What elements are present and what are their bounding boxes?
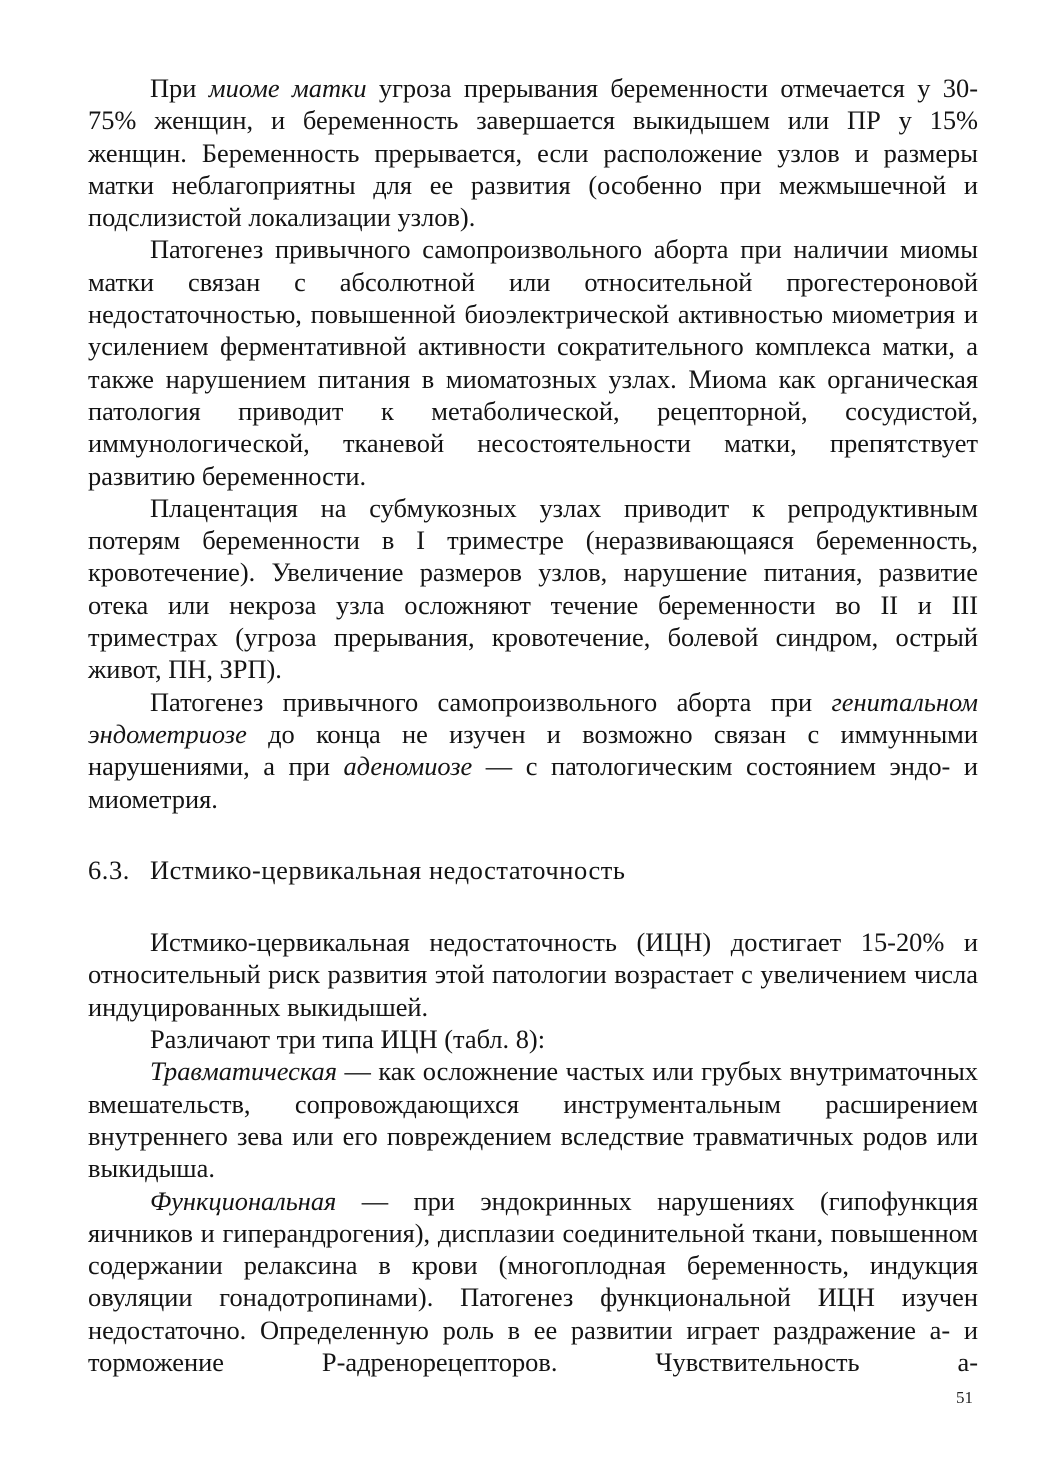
italic-term: Травматическая [150,1056,337,1087]
text-run: — как осложнение частых или грубых внутриматочных вмешательств, сопровождающихся инструментальным расширением внутреннего зева или его повреждением вследствие травматичных родов или выкидыша. [88,1056,978,1184]
text-run: до конца не изучен и возможно связан с иммунными нарушениями, а при [88,718,978,782]
text-run: угроза прерывания беременности отмечается у 30-75% женщин, и беременность завершается выкидышем или ПР у 15% женщин. Беременность прерывается, если расположение узлов и размеры матки неблагоприятны для ее развития (особенно при межмышечной и подслизистой локализации узлов). [88,73,978,233]
italic-term: миоме матки [208,73,367,103]
paragraph-myoma-pathogenesis: Патогенез привычного самопроизвольного аборта при наличии миомы матки связан с абсолютной или относительной прогестероновой недостаточностью, повышенной биоэлектрической активностью миометрия и усилением ферментативной активности сократительного комплекса матки, а также нарушением питания в миоматозных узлах. Миома как органическая патология приводит к метаболической, рецепторной, сосудистой, иммунологической, тканевой несостоятельности матки, препятствует развитию беременности. [88,234,978,491]
text-run: При [150,73,209,103]
section-title: Истмико-цервикальная недостаточность [150,854,626,885]
text-run: — при эндокринных нарушениях (гипофункция яичников и гиперандрогения), дисплазии соединительной ткани, повышенном содержании релаксина в крови (многоплодная беременность, индукция овуляции гонадотропинами). Патогенез функциональной ИЦН изучен недостаточно. Определенную роль в ее развитии играет раздражение а- и торможение Р-адренорецепторов. Чувствительность а- [88,1185,978,1377]
paragraph-icn-types: Различают три типа ИЦН (табл. 8): [150,1024,546,1055]
text-run: Патогенез привычного самопроизвольного аборта при [150,686,832,717]
italic-term: Функциональная [150,1185,337,1216]
paragraph-traumatic [88,1055,978,1184]
section-heading [88,854,978,886]
section-number: 6.3. [88,854,130,885]
paragraph-icn-frequency: Истмико-цервикальная недостаточность (ИЦН) достигает 15-20% и относительный риск развития этой патологии возрастает с увеличением числа индуцированных выкидышей. [88,927,978,1022]
page-number: 51 [956,1388,973,1407]
italic-term: генитальном эндометриозе [88,686,978,749]
page-body [88,72,978,1378]
paragraph-myoma [88,72,978,233]
text-run: — с патологическим состоянием эндо- и миометрия. [88,751,978,814]
paragraph-functional [88,1185,978,1379]
italic-term: аденомиозе [343,751,473,782]
paragraph-placentation: Плацентация на субмукозных узлах приводит к репродуктивным потерям беременности в I триместре (неразвивающаяся беременность, кровотечение). Увеличение размеров узлов, нарушение питания, развитие отека или некроза узла осложняют течение беременности во II и III триместрах (угроза прерывания, кровотечение, болевой синдром, острый живот, ПН, ЗРП). [88,492,978,685]
paragraph-endometriosis [88,686,978,815]
